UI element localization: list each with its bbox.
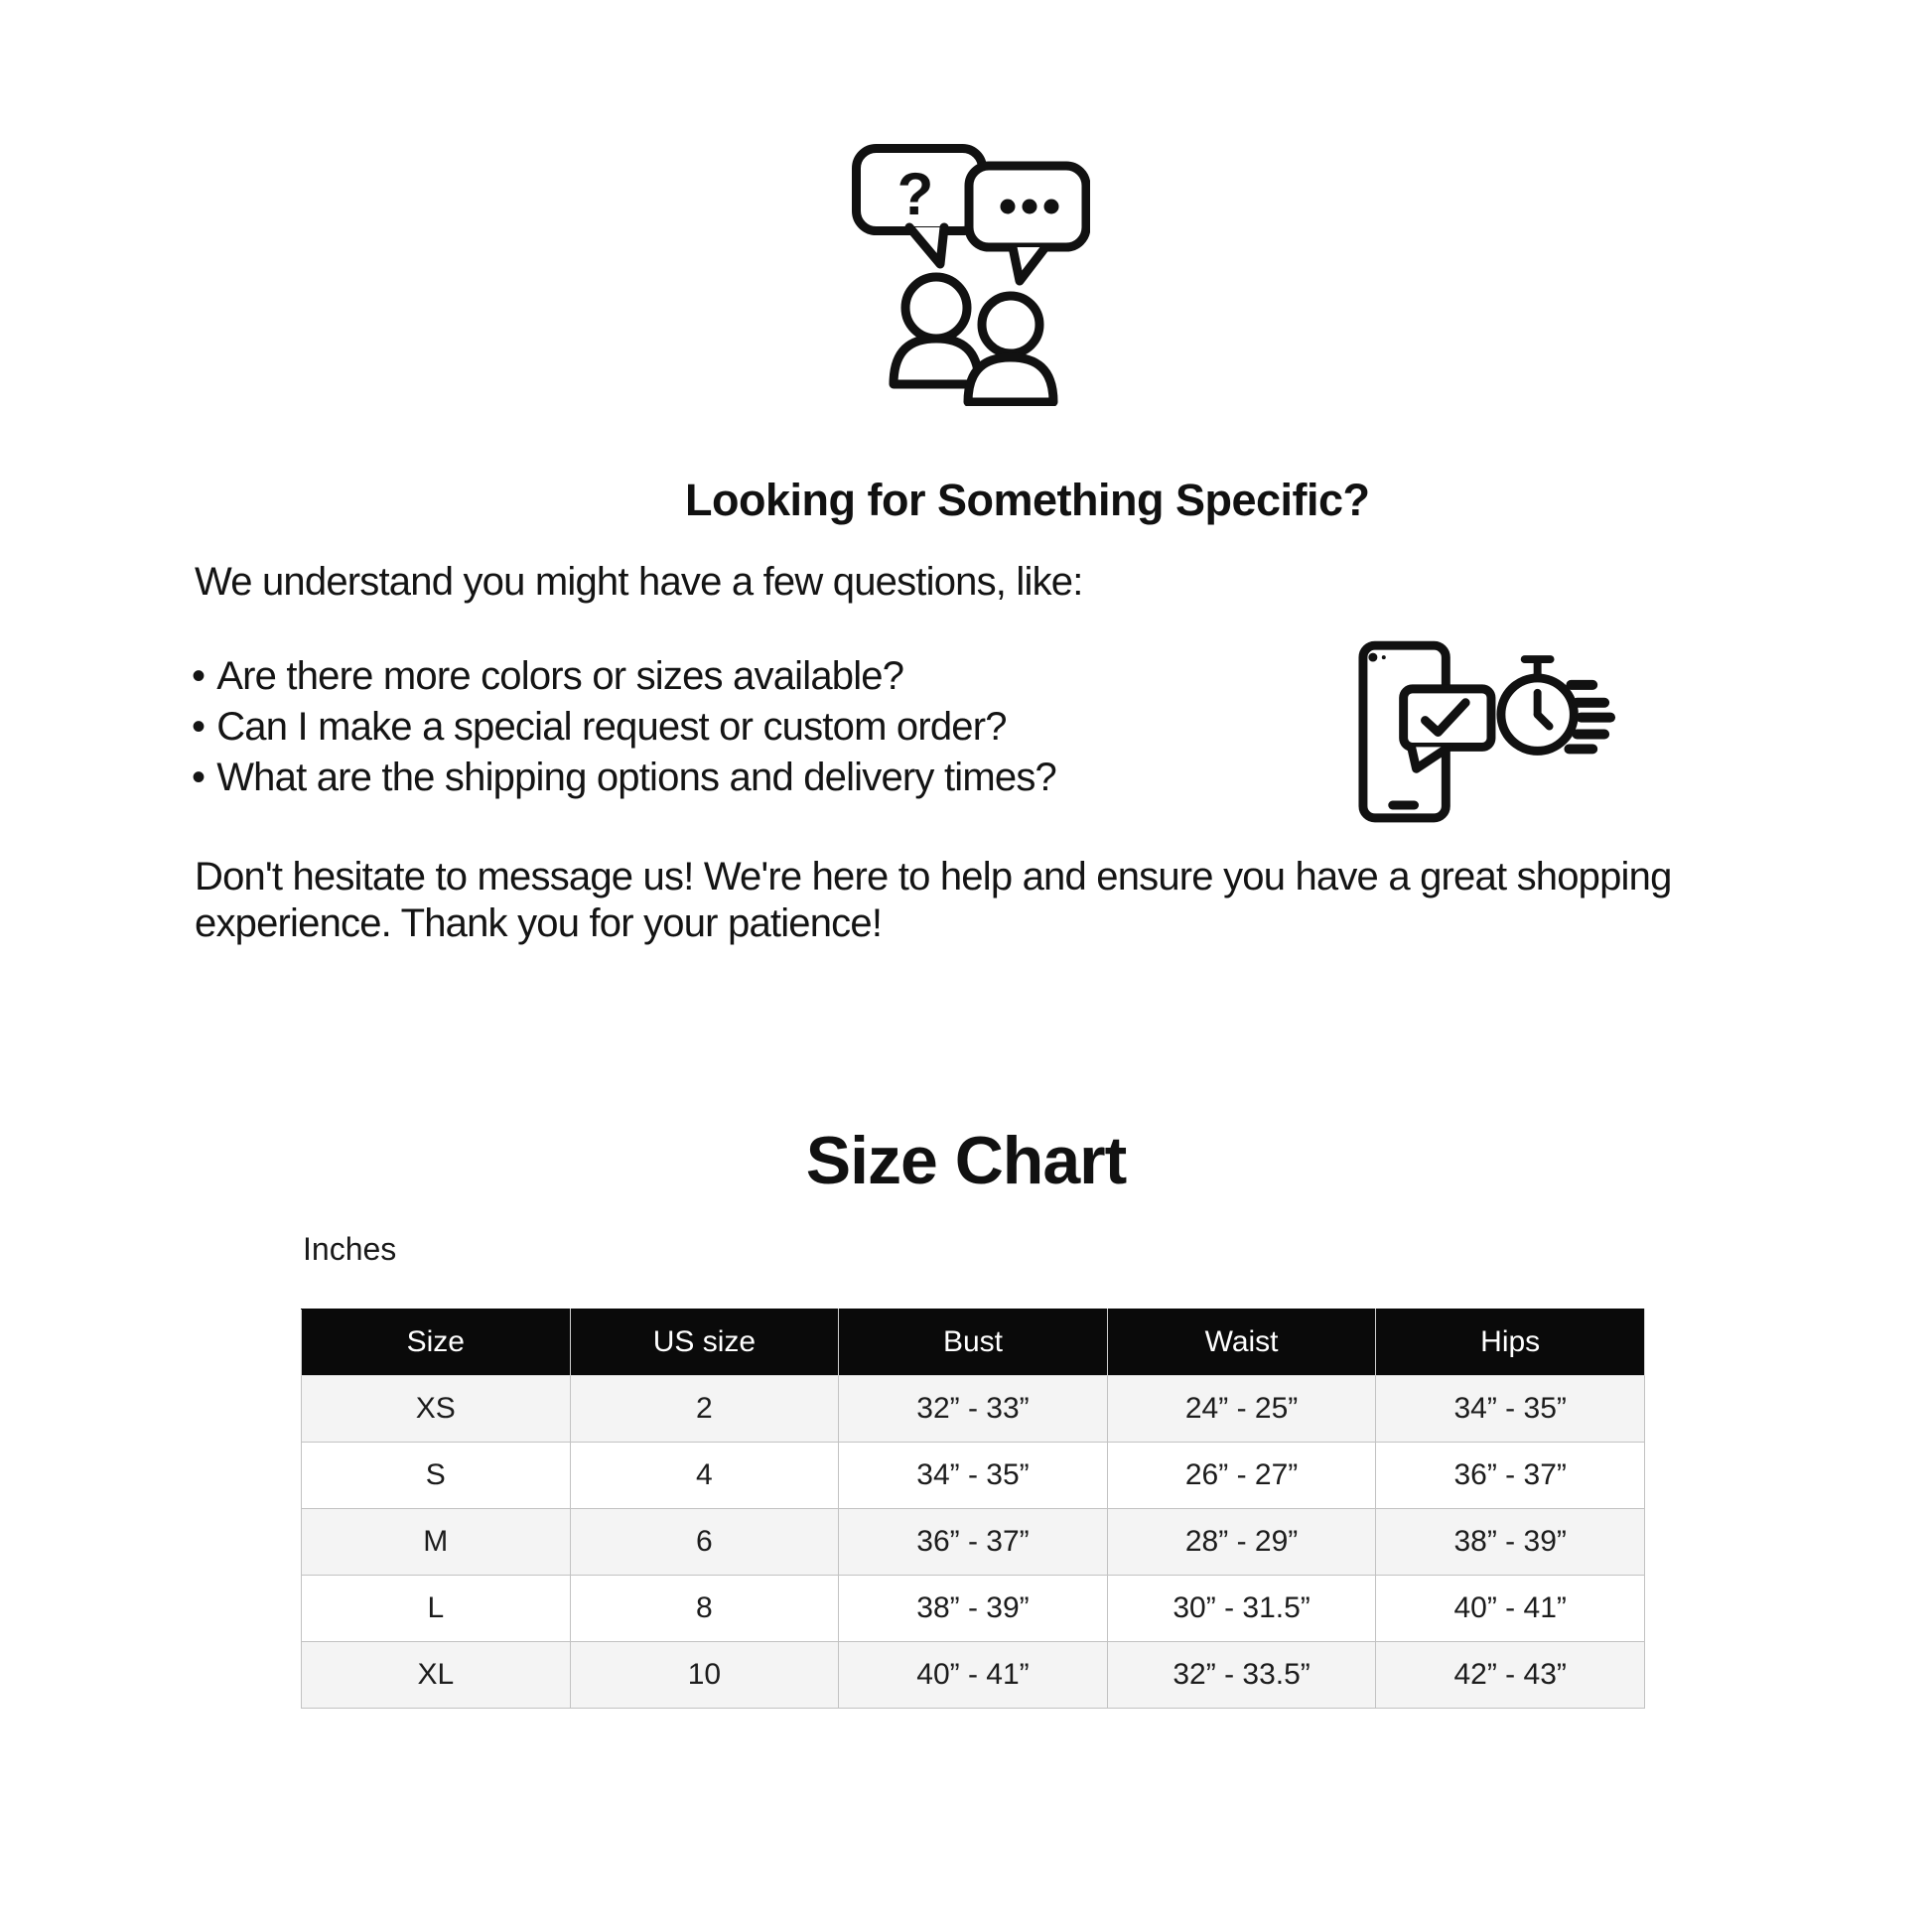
- us-size-cell: 8: [570, 1576, 839, 1642]
- waist-cell: 28” - 29”: [1107, 1509, 1376, 1576]
- column-header-size: Size: [302, 1310, 571, 1376]
- bust-cell: 40” - 41”: [839, 1642, 1108, 1709]
- size-cell: S: [302, 1443, 571, 1509]
- size-cell: L: [302, 1576, 571, 1642]
- waist-cell: 24” - 25”: [1107, 1376, 1376, 1443]
- hips-cell: 42” - 43”: [1376, 1642, 1645, 1709]
- bust-cell: 36” - 37”: [839, 1509, 1108, 1576]
- size-cell: XL: [302, 1642, 571, 1709]
- bullet-marker: •: [192, 705, 206, 749]
- list-item: [192, 651, 1056, 702]
- stopwatch-hand-angle: [1538, 715, 1550, 727]
- bullet-marker: •: [192, 756, 206, 799]
- hips-cell: 34” - 35”: [1376, 1376, 1645, 1443]
- person-two-body: [968, 357, 1053, 402]
- hips-cell: 38” - 39”: [1376, 1509, 1645, 1576]
- table-header-row: [302, 1310, 1645, 1376]
- question-text: What are the shipping options and delivery times?: [216, 756, 1056, 799]
- bust-cell: 32” - 33”: [839, 1376, 1108, 1443]
- person-one-head: [905, 277, 967, 339]
- waist-cell: 26” - 27”: [1107, 1443, 1376, 1509]
- us-size-cell: 10: [570, 1642, 839, 1709]
- bust-cell: 38” - 39”: [839, 1576, 1108, 1642]
- size-cell: M: [302, 1509, 571, 1576]
- question-text: Can I make a special request or custom order?: [216, 705, 1007, 749]
- column-header-hips: Hips: [1376, 1310, 1645, 1376]
- closing-text: Don't hesitate to message us! We're here to help and ensure you have a great shopping experience. Thank you for your patience!: [195, 855, 1672, 945]
- unit-label: Inches: [303, 1231, 397, 1267]
- column-header-us-size: US size: [570, 1310, 839, 1376]
- questions-list: [192, 651, 1056, 803]
- column-header-bust: Bust: [839, 1310, 1108, 1376]
- table-row: [302, 1642, 1645, 1709]
- hips-cell: 40” - 41”: [1376, 1576, 1645, 1642]
- waist-cell: 32” - 33.5”: [1107, 1642, 1376, 1709]
- table-row: [302, 1443, 1645, 1509]
- us-size-cell: 2: [570, 1376, 839, 1443]
- size-chart-table: [301, 1309, 1645, 1709]
- question-mark-glyph: ?: [897, 161, 934, 227]
- bullet-marker: •: [192, 654, 206, 698]
- question-text: Are there more colors or sizes available?: [216, 654, 904, 698]
- waist-cell: 30” - 31.5”: [1107, 1576, 1376, 1642]
- size-chart-title: Size Chart: [805, 1123, 1127, 1198]
- size-cell: XS: [302, 1376, 571, 1443]
- list-item: [192, 702, 1056, 753]
- hips-cell: 36” - 37”: [1376, 1443, 1645, 1509]
- us-size-cell: 6: [570, 1509, 839, 1576]
- list-item: [192, 753, 1056, 803]
- phone-message-stopwatch-icon: [1356, 637, 1622, 836]
- intro-text: We understand you might have a few questions, like:: [195, 560, 1083, 604]
- bust-cell: 34” - 35”: [839, 1443, 1108, 1509]
- person-one-body: [894, 339, 979, 384]
- person-two-head: [982, 296, 1039, 353]
- chat-question-icon: [852, 144, 1090, 406]
- table-row: [302, 1576, 1645, 1642]
- ellipsis-dots: [1001, 200, 1059, 214]
- table-row: [302, 1509, 1645, 1576]
- column-header-waist: Waist: [1107, 1310, 1376, 1376]
- us-size-cell: 4: [570, 1443, 839, 1509]
- table-row: [302, 1376, 1645, 1443]
- page-title: Looking for Something Specific?: [685, 475, 1370, 525]
